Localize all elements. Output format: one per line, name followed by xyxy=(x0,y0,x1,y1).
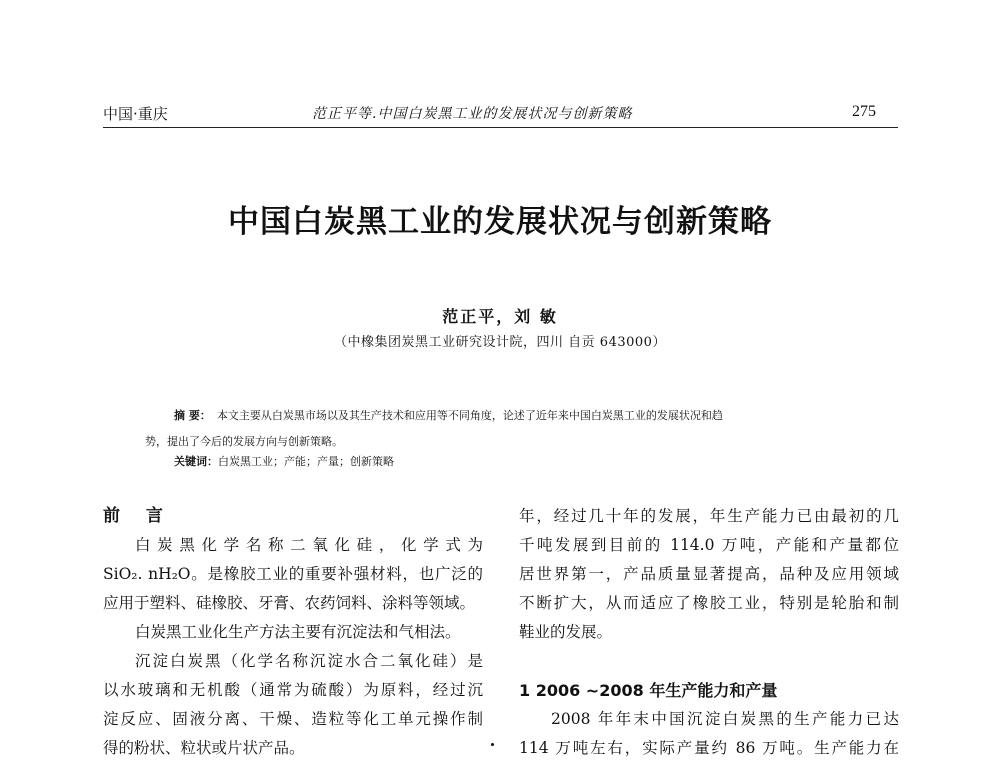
section-gap xyxy=(519,647,899,676)
page-number: 275 xyxy=(852,103,876,120)
right-column xyxy=(519,502,899,763)
scan-speck xyxy=(491,743,494,746)
paragraph-line: 鞋业的发展。 xyxy=(519,623,613,641)
header-divider xyxy=(103,127,898,128)
paragraph-line: 年，经过几十年的发展，年生产能力已由最初的几 xyxy=(519,507,899,525)
paragraph-line: 不断扩大，从而适应了橡胶工业，特别是轮胎和制 xyxy=(519,594,899,612)
keywords xyxy=(174,453,394,469)
paragraph-line: 白炭黑工业化生产方法主要有沉淀法和气相法。 xyxy=(135,623,461,641)
left-column xyxy=(103,502,483,763)
paragraph-line: 以水玻璃和无机酸（通常为硫酸）为原料，经过沉 xyxy=(103,681,483,699)
paragraph-line: 淀反应、固液分离、干燥、造粒等化工单元操作制 xyxy=(103,710,483,728)
paragraph-line: 白炭黑化学名称二氧化硅，化学式为 xyxy=(135,536,483,554)
running-header-location: 中国·重庆 xyxy=(103,105,168,123)
keywords-label: 关键词： xyxy=(174,455,218,468)
running-header-title: 范正平等.中国白炭黑工业的发展状况与创新策略 xyxy=(312,106,633,122)
paragraph-line: SiO₂. nH₂O。是橡胶工业的重要补强材料，也广泛的 xyxy=(103,565,483,583)
section-heading-capacity: 1 2006 ~2008 年生产能力和产量 xyxy=(519,681,778,700)
abstract-label: 摘 要： xyxy=(174,409,211,422)
section-heading-preface: 前 言 xyxy=(103,506,173,526)
keywords-text: 白炭黑工业；产能；产量；创新策略 xyxy=(218,455,394,468)
abstract-line-2: 势，提出了今后的发展方向与创新策略。 xyxy=(145,435,343,448)
paragraph-line: 114 万吨左右，实际产量约 86 万吨。生产能力在 xyxy=(519,739,899,757)
paragraph-line: 2008 年年末中国沉淀白炭黑的生产能力已达 xyxy=(551,710,899,728)
abstract xyxy=(145,403,875,455)
abstract-line-1: 摘 要： 本文主要从白炭黑市场以及其生产技术和应用等不同角度，论述了近年来中国白炭黑工业的发展状况和趋 xyxy=(174,409,723,422)
paragraph-line: 千吨发展到目前的 114.0 万吨，产能和产量都位 xyxy=(519,536,899,554)
paragraph-line: 应用于塑料、硅橡胶、牙膏、农药饲料、涂料等领域。 xyxy=(103,594,476,612)
paragraph-line: 居世界第一，产品质量显著提高，品种及应用领域 xyxy=(519,565,899,583)
paper-authors: 范正平，刘 敏 xyxy=(442,307,558,326)
author-affiliation: （中橡集团炭黑工业研究设计院，四川 自贡 643000） xyxy=(334,335,666,350)
paragraph-line: 沉淀白炭黑（化学名称沉淀水合二氧化硅）是 xyxy=(135,652,483,670)
paragraph-line: 得的粉状、粒状或片状产品。 xyxy=(103,739,305,757)
paper-title: 中国白炭黑工业的发展状况与创新策略 xyxy=(228,204,772,240)
